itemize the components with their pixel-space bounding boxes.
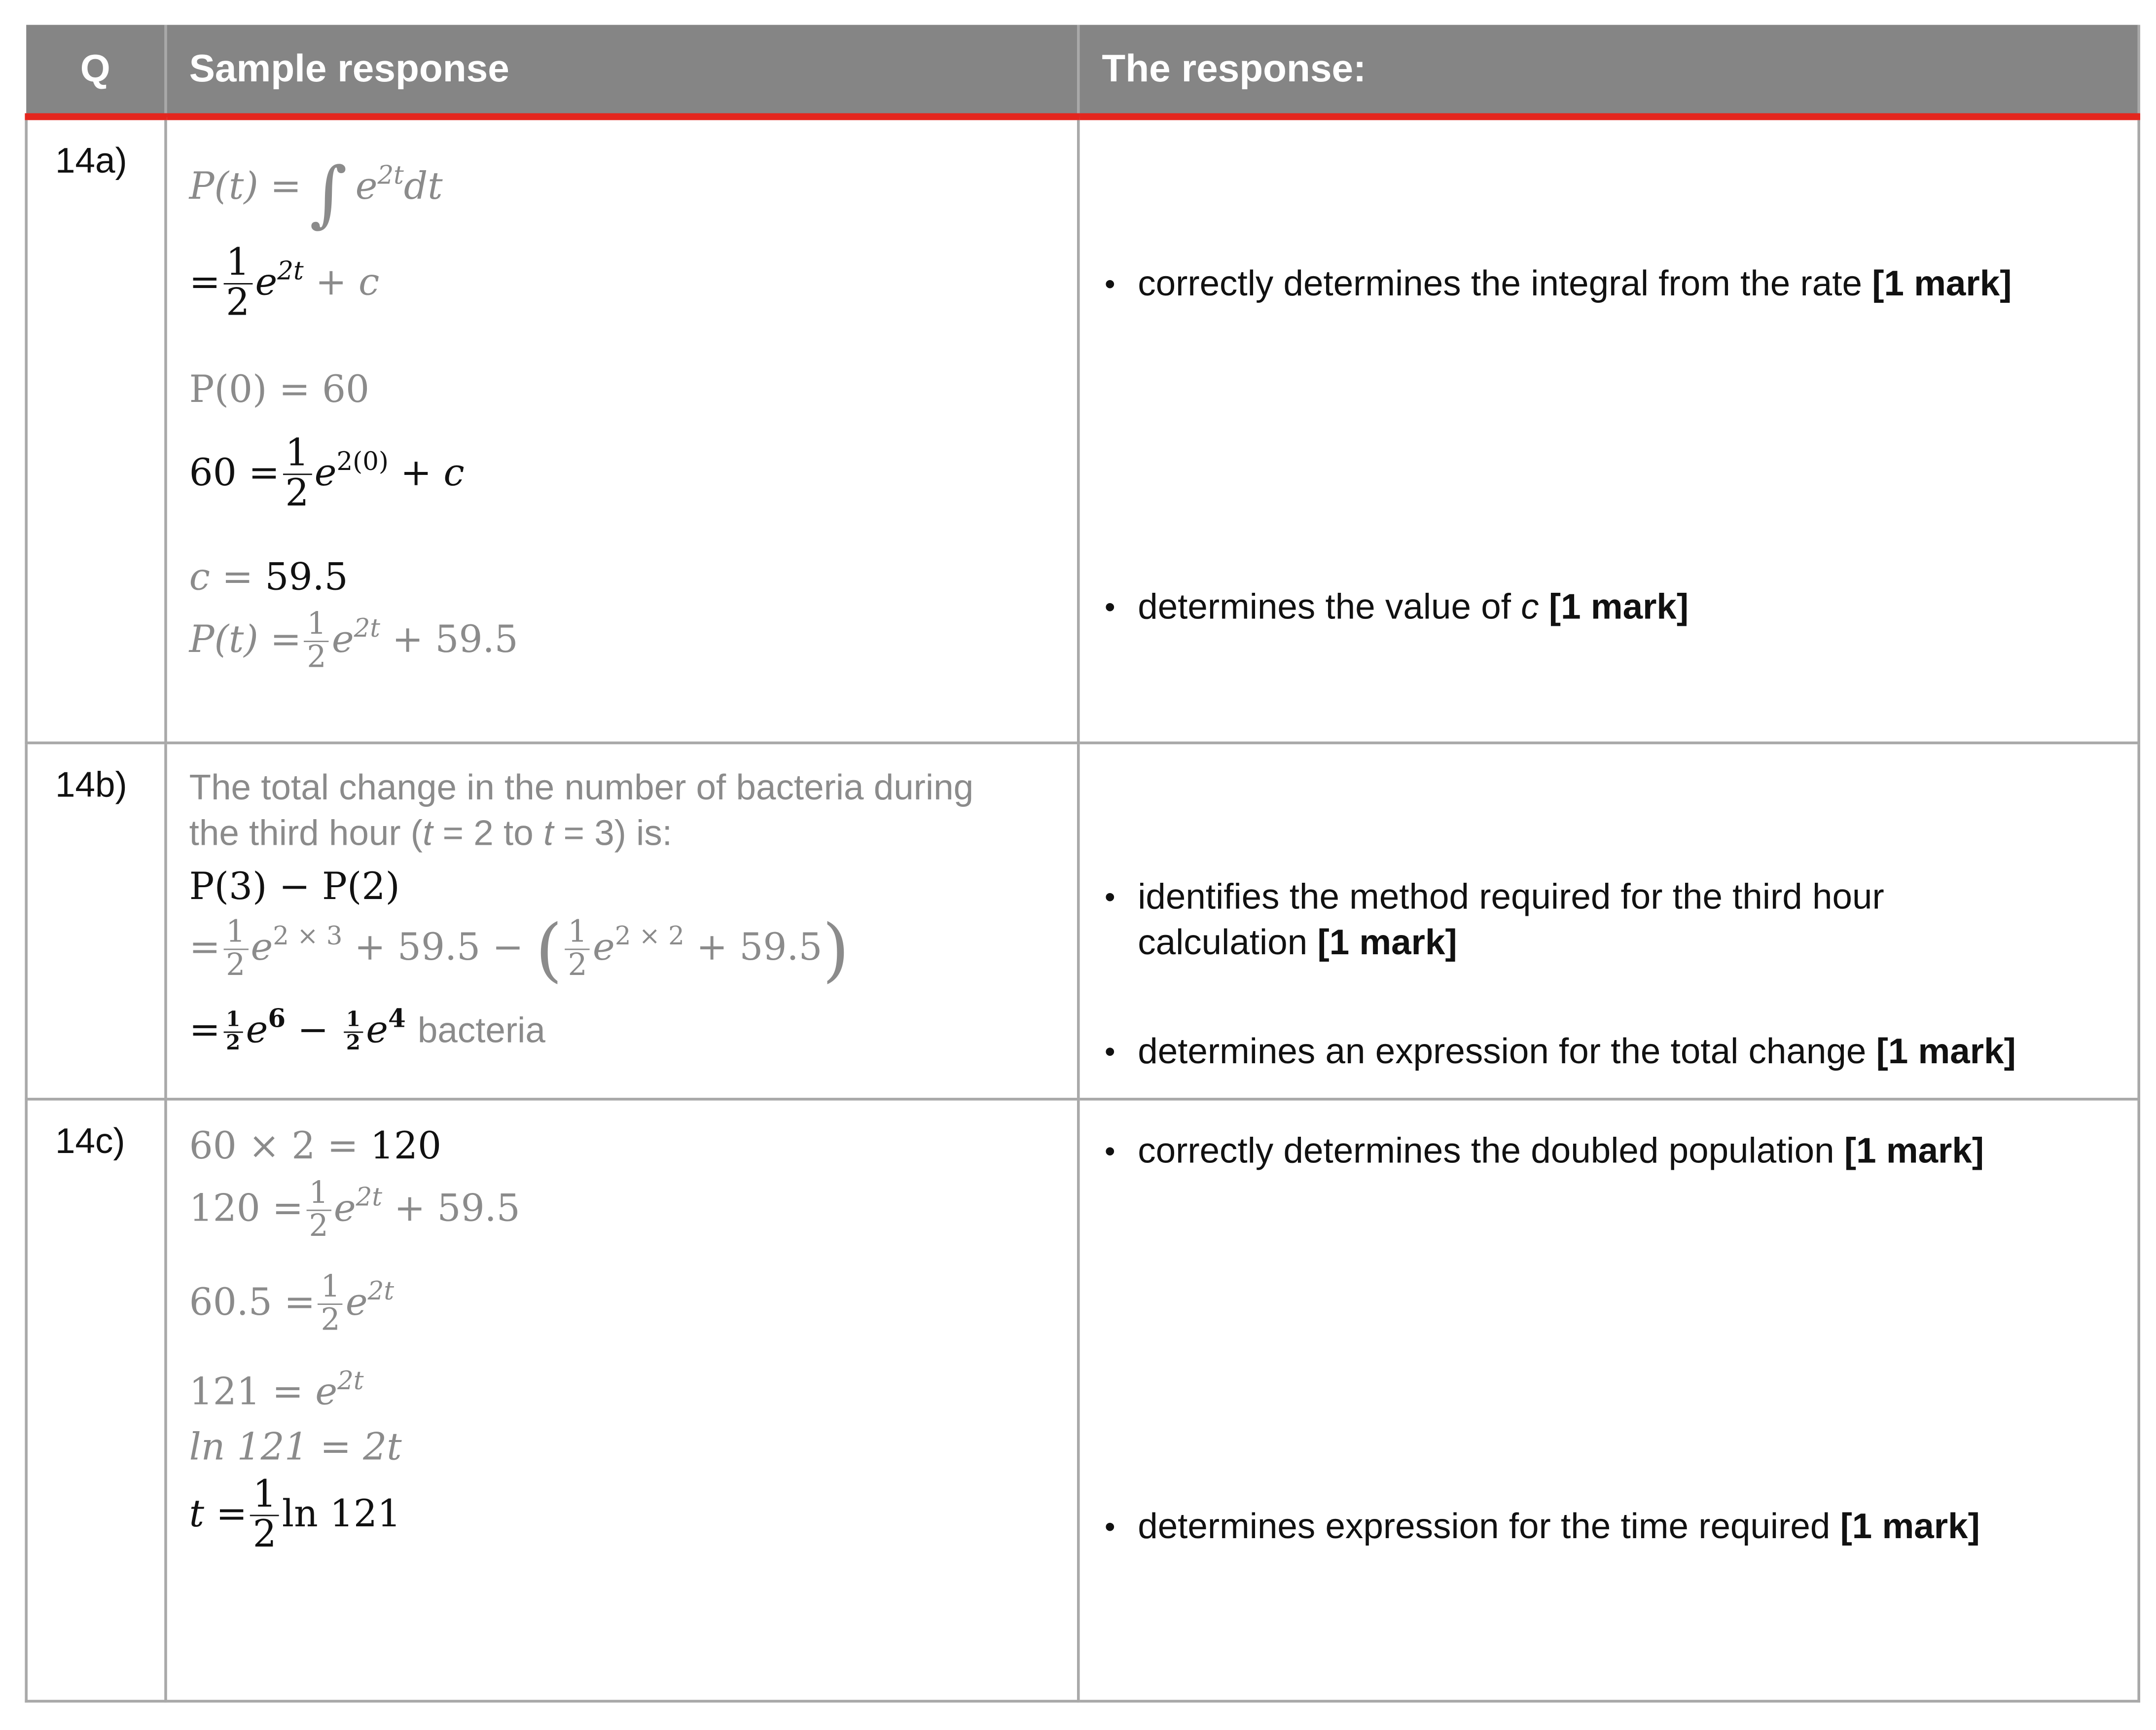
fraction: $\frac{1}{2}$ bbox=[223, 1009, 243, 1054]
criterion-item: • identifies the method required for the third hour calculation [1 mark] bbox=[1102, 874, 2123, 965]
mark-label: [1 mark] bbox=[1872, 262, 2012, 304]
math-line: c = 59.5 bbox=[189, 556, 348, 600]
mark-label: [1 mark] bbox=[1876, 1030, 2016, 1072]
criterion-item: • determines an expression for the total change [1 mark] bbox=[1102, 1029, 2123, 1074]
mark-label: [1 mark] bbox=[1548, 585, 1689, 627]
question-label: 14b) bbox=[55, 763, 127, 805]
fraction: $\frac{1}{2}$ bbox=[223, 245, 252, 324]
response-criteria-cell bbox=[1078, 117, 2139, 743]
mark-label: [1 mark] bbox=[1317, 921, 1457, 963]
response-criteria-cell bbox=[1078, 743, 2139, 1099]
fraction: $\frac{1}{2}$ bbox=[250, 1476, 279, 1556]
fraction: $\frac{1}{2}$ bbox=[223, 917, 248, 982]
header-sample-response: Sample response bbox=[166, 25, 1078, 116]
math-line: ln 121 = 2t bbox=[189, 1426, 402, 1470]
mark-label: [1 mark] bbox=[1840, 1505, 1980, 1547]
math-line: P(t) = ∫ $e^{2t}dt$ bbox=[189, 153, 443, 236]
math-line: $121 = e^{2t}$ bbox=[189, 1367, 364, 1414]
math-line: P(t) = $\frac{1}{2}$ $e^{2t} + 59.5$ bbox=[189, 608, 518, 676]
sample-response-cell bbox=[166, 743, 1078, 1099]
question-label: 14a) bbox=[55, 139, 127, 181]
intro-text: the third hour (t = 2 to t = 3) is: bbox=[189, 812, 672, 854]
response-criteria-cell bbox=[1078, 1099, 2139, 1701]
table-row bbox=[26, 1099, 2139, 1701]
math-line: 120 = $\frac{1}{2}$ $e^{2t} + 59.5$ bbox=[189, 1176, 520, 1245]
sample-response-cell bbox=[166, 1099, 1078, 1701]
intro-text: The total change in the number of bacteria during bbox=[189, 766, 974, 808]
marking-guide-table bbox=[25, 25, 2140, 1702]
criterion-item: • correctly determines the doubled population [1 mark] bbox=[1102, 1128, 2123, 1174]
table-header-row bbox=[26, 25, 2139, 116]
math-line: 60 = $\frac{1}{2}$ $e^{2(0)} + c$ bbox=[189, 432, 465, 516]
fraction: $\frac{1}{2}$ bbox=[565, 917, 590, 982]
question-cell bbox=[26, 743, 166, 1099]
question-cell bbox=[26, 1099, 166, 1701]
criterion-item: • correctly determines the integral from the rate [1 mark] bbox=[1102, 261, 2123, 306]
math-line: = $\frac{1}{2}$ $e^{2 \times 3} + 59.5$ − ( $\frac{1}{2}$ $e^{2 \times 2} + 59.5$) bbox=[189, 910, 850, 990]
fraction: $\frac{1}{2}$ bbox=[304, 609, 329, 674]
math-line: = $\frac{1}{2}$ $e^{2t} + c$ bbox=[189, 242, 380, 325]
math-line: P(3) − P(2) bbox=[189, 865, 400, 909]
fraction: $\frac{1}{2}$ bbox=[283, 435, 312, 515]
fraction: $\frac{1}{2}$ bbox=[343, 1009, 363, 1054]
bullet-icon: • bbox=[1105, 879, 1115, 914]
bullet-icon: • bbox=[1105, 589, 1115, 624]
header-q: Q bbox=[26, 25, 166, 116]
fraction: $\frac{1}{2}$ bbox=[318, 1272, 343, 1337]
table-row bbox=[26, 743, 2139, 1099]
integral-sign: ∫ bbox=[310, 153, 347, 236]
bullet-icon: • bbox=[1105, 1034, 1115, 1069]
question-cell bbox=[26, 117, 166, 743]
question-label: 14c) bbox=[55, 1119, 125, 1161]
math-line: 60 × 2 = 120 bbox=[189, 1125, 442, 1168]
header-the-response: The response: bbox=[1078, 25, 2139, 116]
criterion-item: • determines the value of c [1 mark] bbox=[1102, 584, 2123, 629]
criterion-item: • determines expression for the time required [1 mark] bbox=[1102, 1504, 2123, 1549]
bullet-icon: • bbox=[1105, 1133, 1115, 1168]
mark-label: [1 mark] bbox=[1844, 1129, 1984, 1171]
bullet-icon: • bbox=[1105, 266, 1115, 301]
math-line: t = $\frac{1}{2}$ ln 121 bbox=[189, 1473, 401, 1557]
math-line: 60.5 = $\frac{1}{2}$ $e^{2t}$ bbox=[189, 1270, 395, 1338]
sample-response-cell bbox=[166, 117, 1078, 743]
table-row bbox=[26, 117, 2139, 743]
bullet-icon: • bbox=[1105, 1509, 1115, 1544]
fraction: $\frac{1}{2}$ bbox=[306, 1178, 331, 1243]
math-line: P(0) = 60 bbox=[189, 368, 370, 412]
math-line: = $\frac{1}{2}$ $e^6$ − $\frac{1}{2}$ $e^4$ bacteria bbox=[189, 1005, 545, 1055]
